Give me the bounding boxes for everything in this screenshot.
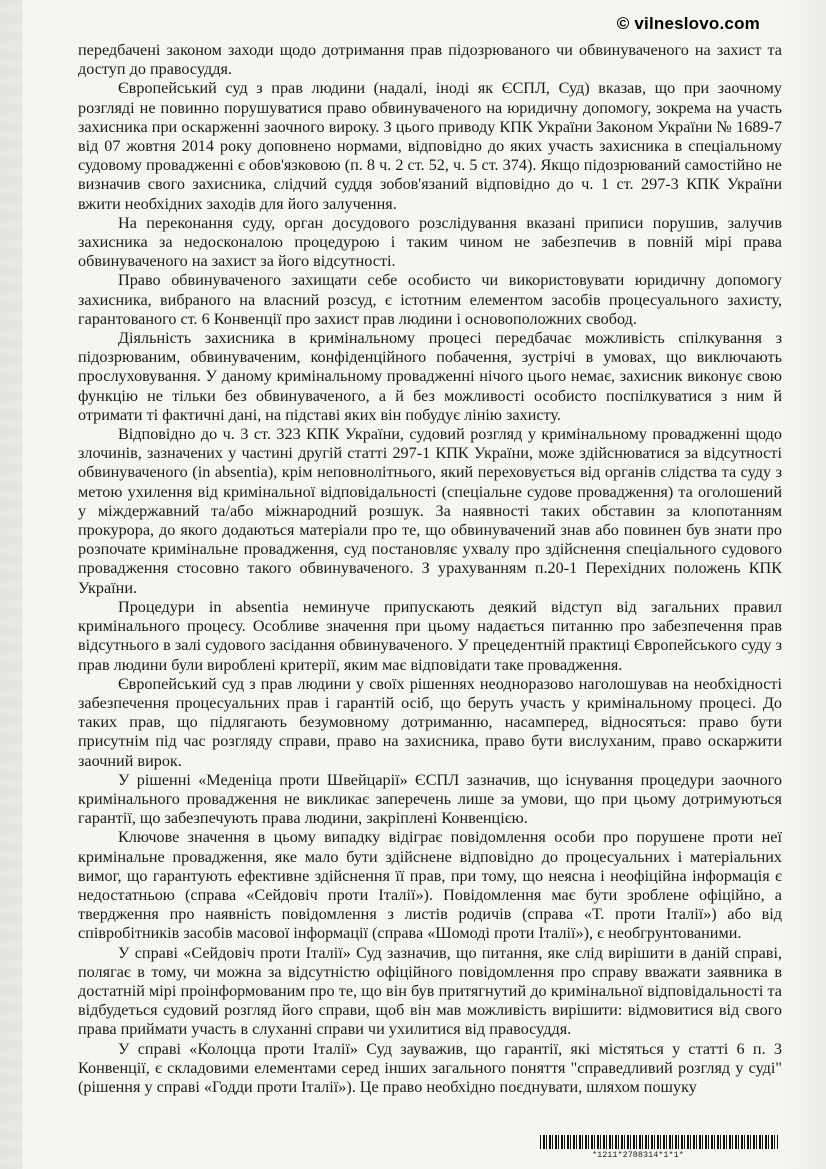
paragraph: У справі «Колоцца проти Італії» Суд зауважив, що гарантії, які містяться у статті 6 п. 3 Конвенції, є складовими елементами серед інших загального поняття "справедливий розгляд у суді" (рішення у справі «Годди проти Італії»). Це право необхідно поєднувати, шляхом пошуку [78, 1039, 782, 1096]
paragraph: Право обвинуваченого захищати себе особисто чи використовувати юридичну допомогу захисника, вибраного на власний розсуд, є істотним елементом засобів процесуального захисту, гарантованого ст. 6 Конвенції про захист прав людини і основоположних свобод. [78, 271, 782, 328]
paragraph: Європейський суд з прав людини (надалі, іноді як ЄСПЛ, Суд) вказав, що при заочному розгляді не повинно порушуватися право обвинуваченого на юридичну допомогу, зокрема на участь захисника при оскарженні заочного вироку. З цього приводу КПК України Законом України № 1689-7 від 07 жовтня 2014 року доповнено нормами, відповідно до яких участь захисника в спеціальному судовому провадженні є обов'язковою (п. 8 ч. 2 ст. 52, ч. 5 ст. 374). Якщо підозрюваний самостійно не визначив свого захисника, слідчий суддя зобов'язаний відповідно до ч. 1 ст. 297-3 КПК України вжити необхідних заходів для його залучення. [78, 79, 782, 213]
scan-edge-shadow [0, 0, 22, 1169]
document-body [78, 41, 782, 1097]
barcode [540, 1135, 778, 1149]
paragraph: На переконання суду, орган досудового розслідування вказані приписи порушив, залучив захисника за недосконалою процедурою і таким чином не забезпечив в повній мірі права обвинуваченого на захист за його відсутності. [78, 213, 782, 271]
barcode-number: *1211*2788314*1*1* [592, 1150, 684, 1160]
paragraph: Ключове значення в цьому випадку відіграє повідомлення особи про порушене проти неї кримінальне провадження, яке мало бути здійснене відповідно до процесуальних і матеріальних вимог, що гарантують ефективне здійснення її прав, при тому, що неясна і неофіційна інформація є недостатньою (справа «Сейдовіч проти Італії»). Повідомлення має бути зроблене офіційно, а твердження про наявність повідомлення з листів родичів (справа «Т. проти Італії») або від співробітників засобів масової інформації (справа «Шомоді проти Італії»), є необгрунтованими. [78, 828, 782, 943]
paragraph: Діяльність захисника в кримінальному процесі передбачає можливість спілкування з підозрюваним, обвинуваченим, конфіденційного побачення, зустрічі в умовах, що виключають прослуховування. У даному кримінальному провадженні нічого цього немає, захисник виконує свою функцію не тільки без обвинуваченого, а й без можливості особисто поспілкуватися з ним й отримати ті фактичні дані, на підставі яких він побудує лінію захисту. [78, 329, 782, 424]
paragraph: У рішенні «Меденіца проти Швейцарії» ЄСПЛ зазначив, що існування процедури заочного кримінального провадження не викликає заперечень лише за умови, що при цьому дотримуються гарантії, що забезпечують права людини, закріплені Конвенцією. [78, 770, 782, 828]
paragraph: Відповідно до ч. 3 ст. 323 КПК України, судовий розгляд у кримінальному провадженні щодо злочинів, зазначених у частині другій статті 297-1 КПК України, може здійснюватися за відсутності обвинуваченого (in absentia), крім неповнолітнього, який переховується від органів слідства та суду з метою ухилення від кримінальної відповідальності (спеціальне судове провадження) та оголошений у міждержавний та/або міжнародний розшук. За наявності таких обставин за клопотанням прокурора, до якого додаються матеріали про те, що обвинувачений знав або повинен був знати про розпочате кримінальне провадження, суд постановляє ухвалу про здійснення спеціального судового провадження стосовно такого обвинуваченого. З урахуванням п.20-1 Перехідних положень КПК України. [78, 425, 782, 597]
paragraph: У справі «Сейдовіч проти Італії» Суд зазначив, що питання, яке слід вирішити в даній справі, полягає в тому, чи можна за відсутністю офіційного повідомлення про справу вважати заявника в достатній мірі проінформованим про те, що він був притягнутий до кримінальної відповідальності та відбудеться судовий розгляд його справи, щоб він мав можливість вирішити: відмовитися від свого права приймати участь в слуханні справи чи ухилитися від правосуддя. [78, 943, 782, 1039]
paragraph: передбачені законом заходи щодо дотримання прав підозрюваного чи обвинуваченого на захист та доступ до правосуддя. [78, 41, 782, 79]
paragraph: Процедури in absentia неминуче припускають деякий відступ від загальних правил кримінального процесу. Особливе значення при цьому надається питанню про забезпечення прав відсутнього в залі судового засідання обвинуваченого. У прецедентній практиці Європейського суду з прав людини були вироблені критерії, яким має відповідати таке провадження. [78, 597, 782, 674]
watermark: © vilneslovo.com [616, 14, 760, 33]
paragraph: Європейський суд з прав людини у своїх рішеннях неодноразово наголошував на необхідності забезпечення процесуальних прав і гарантій осіб, що беруть участь у кримінальному процесі. До таких прав, що підлягають безумовному дотриманню, насамперед, відносяться: право бути присутнім під час розгляду справи, право на захисника, право бути вислуханим, право оскаржити заочний вирок. [78, 674, 782, 770]
